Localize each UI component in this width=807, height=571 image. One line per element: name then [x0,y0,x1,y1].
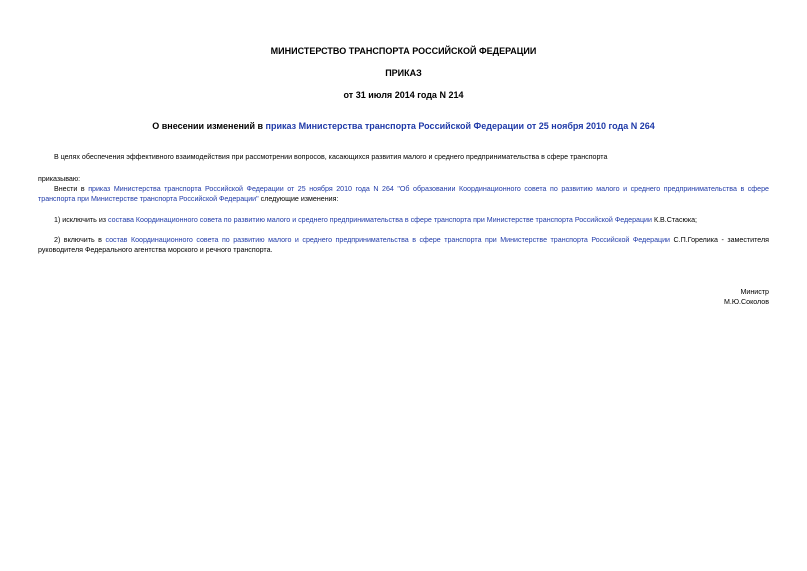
order-word: приказываю: [38,175,81,183]
item-2-paragraph [38,235,769,256]
item-2-prefix: 2) включить в [54,236,106,244]
signature-position: Министр [740,288,769,296]
item-0-suffix: следующие изменения: [258,195,339,204]
date-number-heading: от 31 июля 2014 года N 214 [343,90,464,100]
ministry-heading: МИНИСТЕРСТВО ТРАНСПОРТА РОССИЙСКОЙ ФЕДЕРАЦИИ [270,46,537,56]
item-1-paragraph [38,215,769,225]
item-2-suffix: С.П.Горелика - заместителя руководителя Федерального агентства морского и речного транспорта. [38,236,769,255]
item-1-suffix: К.В.Стасюка; [651,216,698,224]
item-1-prefix: 1) исключить из [54,216,109,224]
document-title [0,121,807,131]
item-0-order-link[interactable]: приказ Министерства транспорта Российской Федерации от 25 ноября 2010 года N 264 "Об образовании Координационного совета по развитию малого и среднего предпринимательства в сфере транспорта при Министерстве транспорта Российской Федерации" [38,185,769,204]
item-2-composition-link[interactable]: состав Координационного совета по развитию малого и среднего предпринимательства в сфере транспорта при Министерстве транспорта Российской Федерации [105,236,671,244]
title-order-link[interactable]: приказ Министерства транспорта Российской Федерации от 25 ноября 2010 года N 264 [265,121,655,131]
title-prefix: О внесении изменений в [152,121,266,131]
item-0-paragraph [38,184,769,205]
item-1-composition-link[interactable]: состава Координационного совета по развитию малого и среднего предпринимательства в сфере транспорта при Министерстве транспорта Российской Федерации [108,216,652,224]
preamble-paragraph: В целях обеспечения эффективного взаимодействия при рассмотрении вопросов, касающихся развития малого и среднего предпринимательства в сфере транспорта [54,153,608,161]
doc-type-heading: ПРИКАЗ [385,68,422,78]
signature-name: М.Ю.Соколов [724,298,769,306]
item-0-prefix: Внести в [54,185,89,193]
